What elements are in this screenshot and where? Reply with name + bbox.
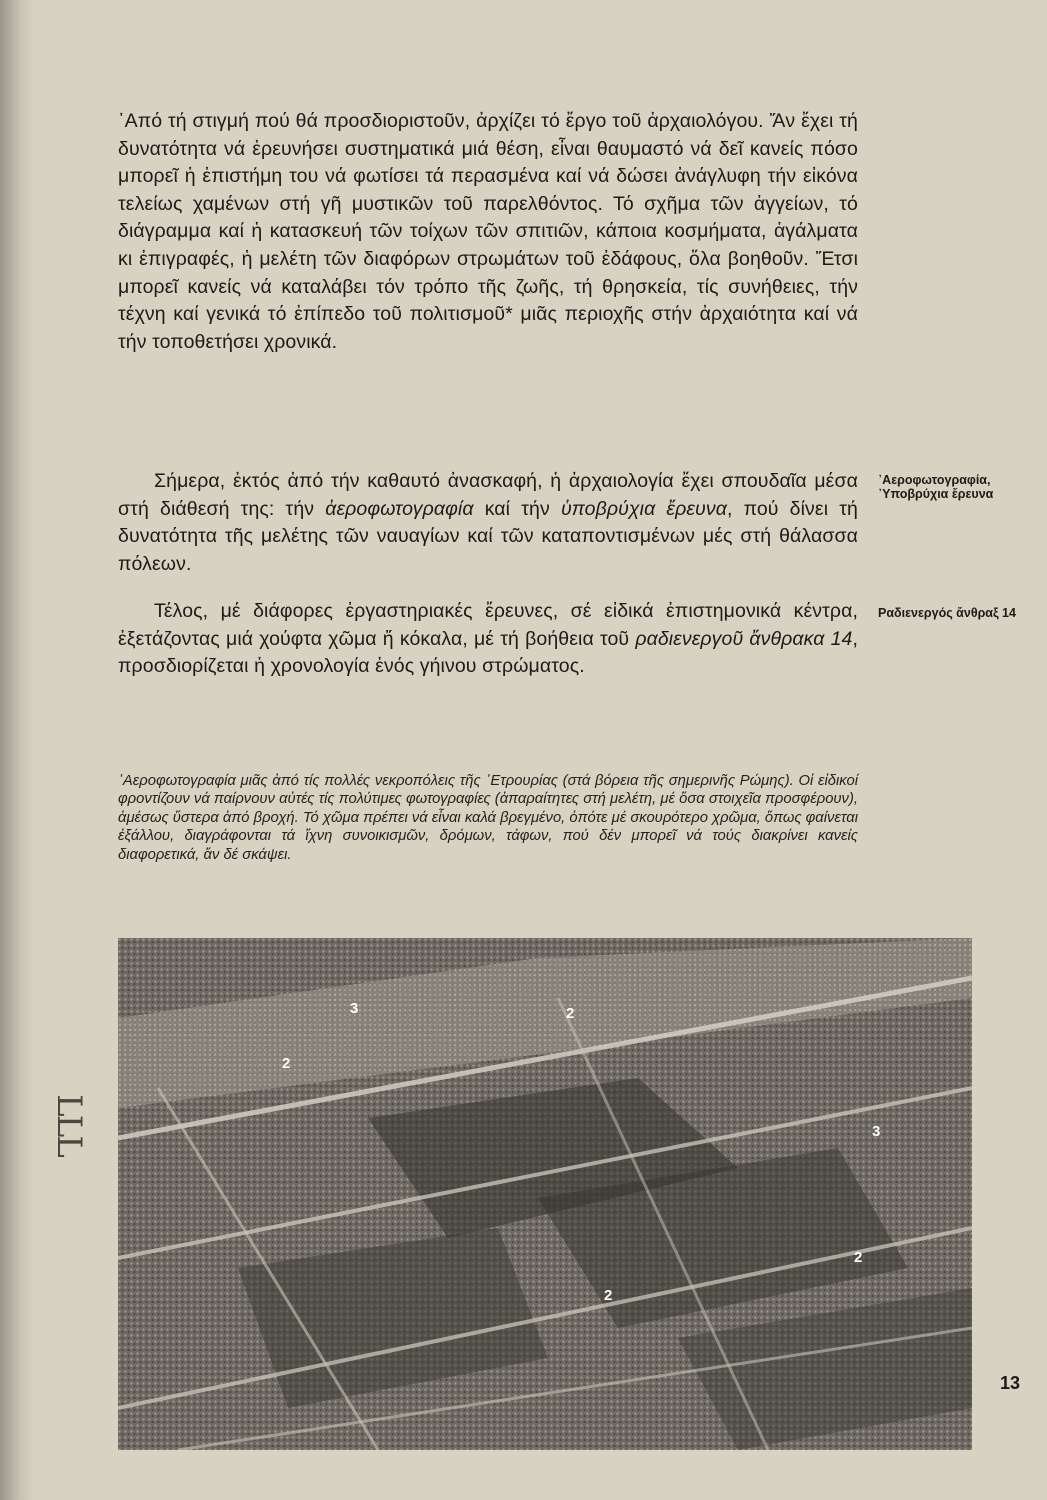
- paragraph-2-end: , πού δίνει τή δυνατότητα τῆς μελέτης τῶν ναυαγίων καί τῶν καταποντισμένων μές στή θάλασσα πόλεων.: [118, 497, 858, 575]
- paragraph-2-mid: καί τήν: [473, 497, 561, 520]
- photo-label-2c: 2: [854, 1249, 863, 1266]
- term-aerial-photography: ἀεροφωτογραφία: [325, 497, 474, 520]
- margin-note-aerial: ᾿Αεροφωτογραφία, ᾿Υποβρύχια ἔρευνα: [878, 473, 994, 501]
- aerial-photograph: [118, 938, 972, 1450]
- paragraph-3-start: Τέλος, μέ διάφορες ἐργαστηριακές ἔρευνες, σέ εἰδικά ἐπιστημονικά κέντρα, ἐξετάζοντας μιά χούφτα χῶμα ἤ κόκαλα, μέ τή βοήθεια τοῦ: [118, 600, 858, 650]
- paragraph-3: [118, 598, 858, 681]
- term-underwater-research: ὑποβρύχια ἔρευνα: [560, 497, 727, 520]
- paragraph-3-end: , προσδιορίζεται ἡ χρονολογία ἑνός γήινου στρώματος.: [118, 627, 858, 678]
- photo-caption: ᾿Αεροφωτογραφία μιᾶς ἀπό τίς πολλές νεκροπόλεις τῆς ᾿Ετρουρίας (στά βόρεια τῆς σημερινῆς Ρώμης). Οἱ εἰδικοί φροντίζουν νά παίρνουν αὐτές τίς πολύτιμες φωτογραφίες (ἀπαραίτητες στή μελέτη, μέ ὅσα στοιχεῖα προσφέρουν), ἀμέσως ὕστερα ἀπό βροχή. Τό χῶμα πρέπει νά εἶναι καλά βρεγμένο, ὁπότε μέ σκουρότερο χρῶμα, ὅπως φαίνεται ἐξάλλου, διαγράφονται τά ἴχνη συνοικισμῶν, δρόμων, τάφων, πού δέν μπορεῖ νά τούς διακρίνει κανείς διαφορετικά, ἄν δέ σκάψει.: [118, 773, 858, 863]
- photo-label-3b: 3: [872, 1123, 881, 1140]
- term-carbon-14: ραδιενεργοῦ ἄνθρακα 14: [635, 627, 853, 650]
- page-number: 13: [1000, 1373, 1021, 1393]
- margin-note-carbon: Ραδιενεργός ἄνθραξ 14: [878, 606, 1016, 620]
- paragraph-2: [118, 468, 858, 578]
- photo-label-2d: 2: [604, 1287, 613, 1304]
- photo-label-2b: 2: [282, 1055, 291, 1072]
- paragraph-1-text: ᾿Από τή στιγμή πού θά προσδιοριστοῦν, ἀρχίζει τό ἔργο τοῦ ἀρχαιολόγου. Ἄν ἔχει τή δυνατότητα νά ἐρευνήσει συστηματικά μιά θέση, εἶναι θαυμαστό νά δεῖ κανείς πόσο μπορεῖ ἡ ἐπιστήμη του νά φωτίσει τά περασμένα καί νά δώσει ἀνάγλυφη τήν εἰκόνα τελείως χαμένων στή γῆ μυστικῶν τοῦ παρελθόντος. Τό σχῆμα τῶν ἀγγείων, τό διάγραμμα καί ἡ κατασκευή τῶν τοίχων τῶν σπιτιῶν, κάποια κοσμήματα, ἀγάλματα κι ἐπιγραφές, ἡ μελέτη τῶν διαφόρων στρωμάτων τοῦ ἐδάφους, ὅλα βοηθοῦν. Ἔτσι μπορεῖ κανείς νά καταλάβει τόν τρόπο τῆς ζωῆς, τή θρησκεία, τίς συνήθειες, τήν τέχνη καί γενικά τό ἐπίπεδο τοῦ πολιτισμοῦ* μιᾶς περιοχῆς στήν ἀρχαιότητα καί νά τήν τοποθετήσει χρονικά.: [118, 110, 858, 353]
- photo-label-2a: 2: [566, 1005, 575, 1022]
- page-edge: [0, 0, 34, 1500]
- paragraph-1: [118, 108, 858, 356]
- aerial-photo-graphic: [118, 938, 972, 1450]
- photo-label-3a: 3: [350, 1000, 359, 1017]
- paragraph-2-start: Σήμερα, ἐκτός ἀπό τήν καθαυτό ἀνασκαφή, ἡ ἀρχαιολογία ἔχει σπουδαῖα μέσα στή διάθεσή της: τήν: [118, 470, 858, 520]
- handwritten-mark: LLL: [48, 1094, 89, 1156]
